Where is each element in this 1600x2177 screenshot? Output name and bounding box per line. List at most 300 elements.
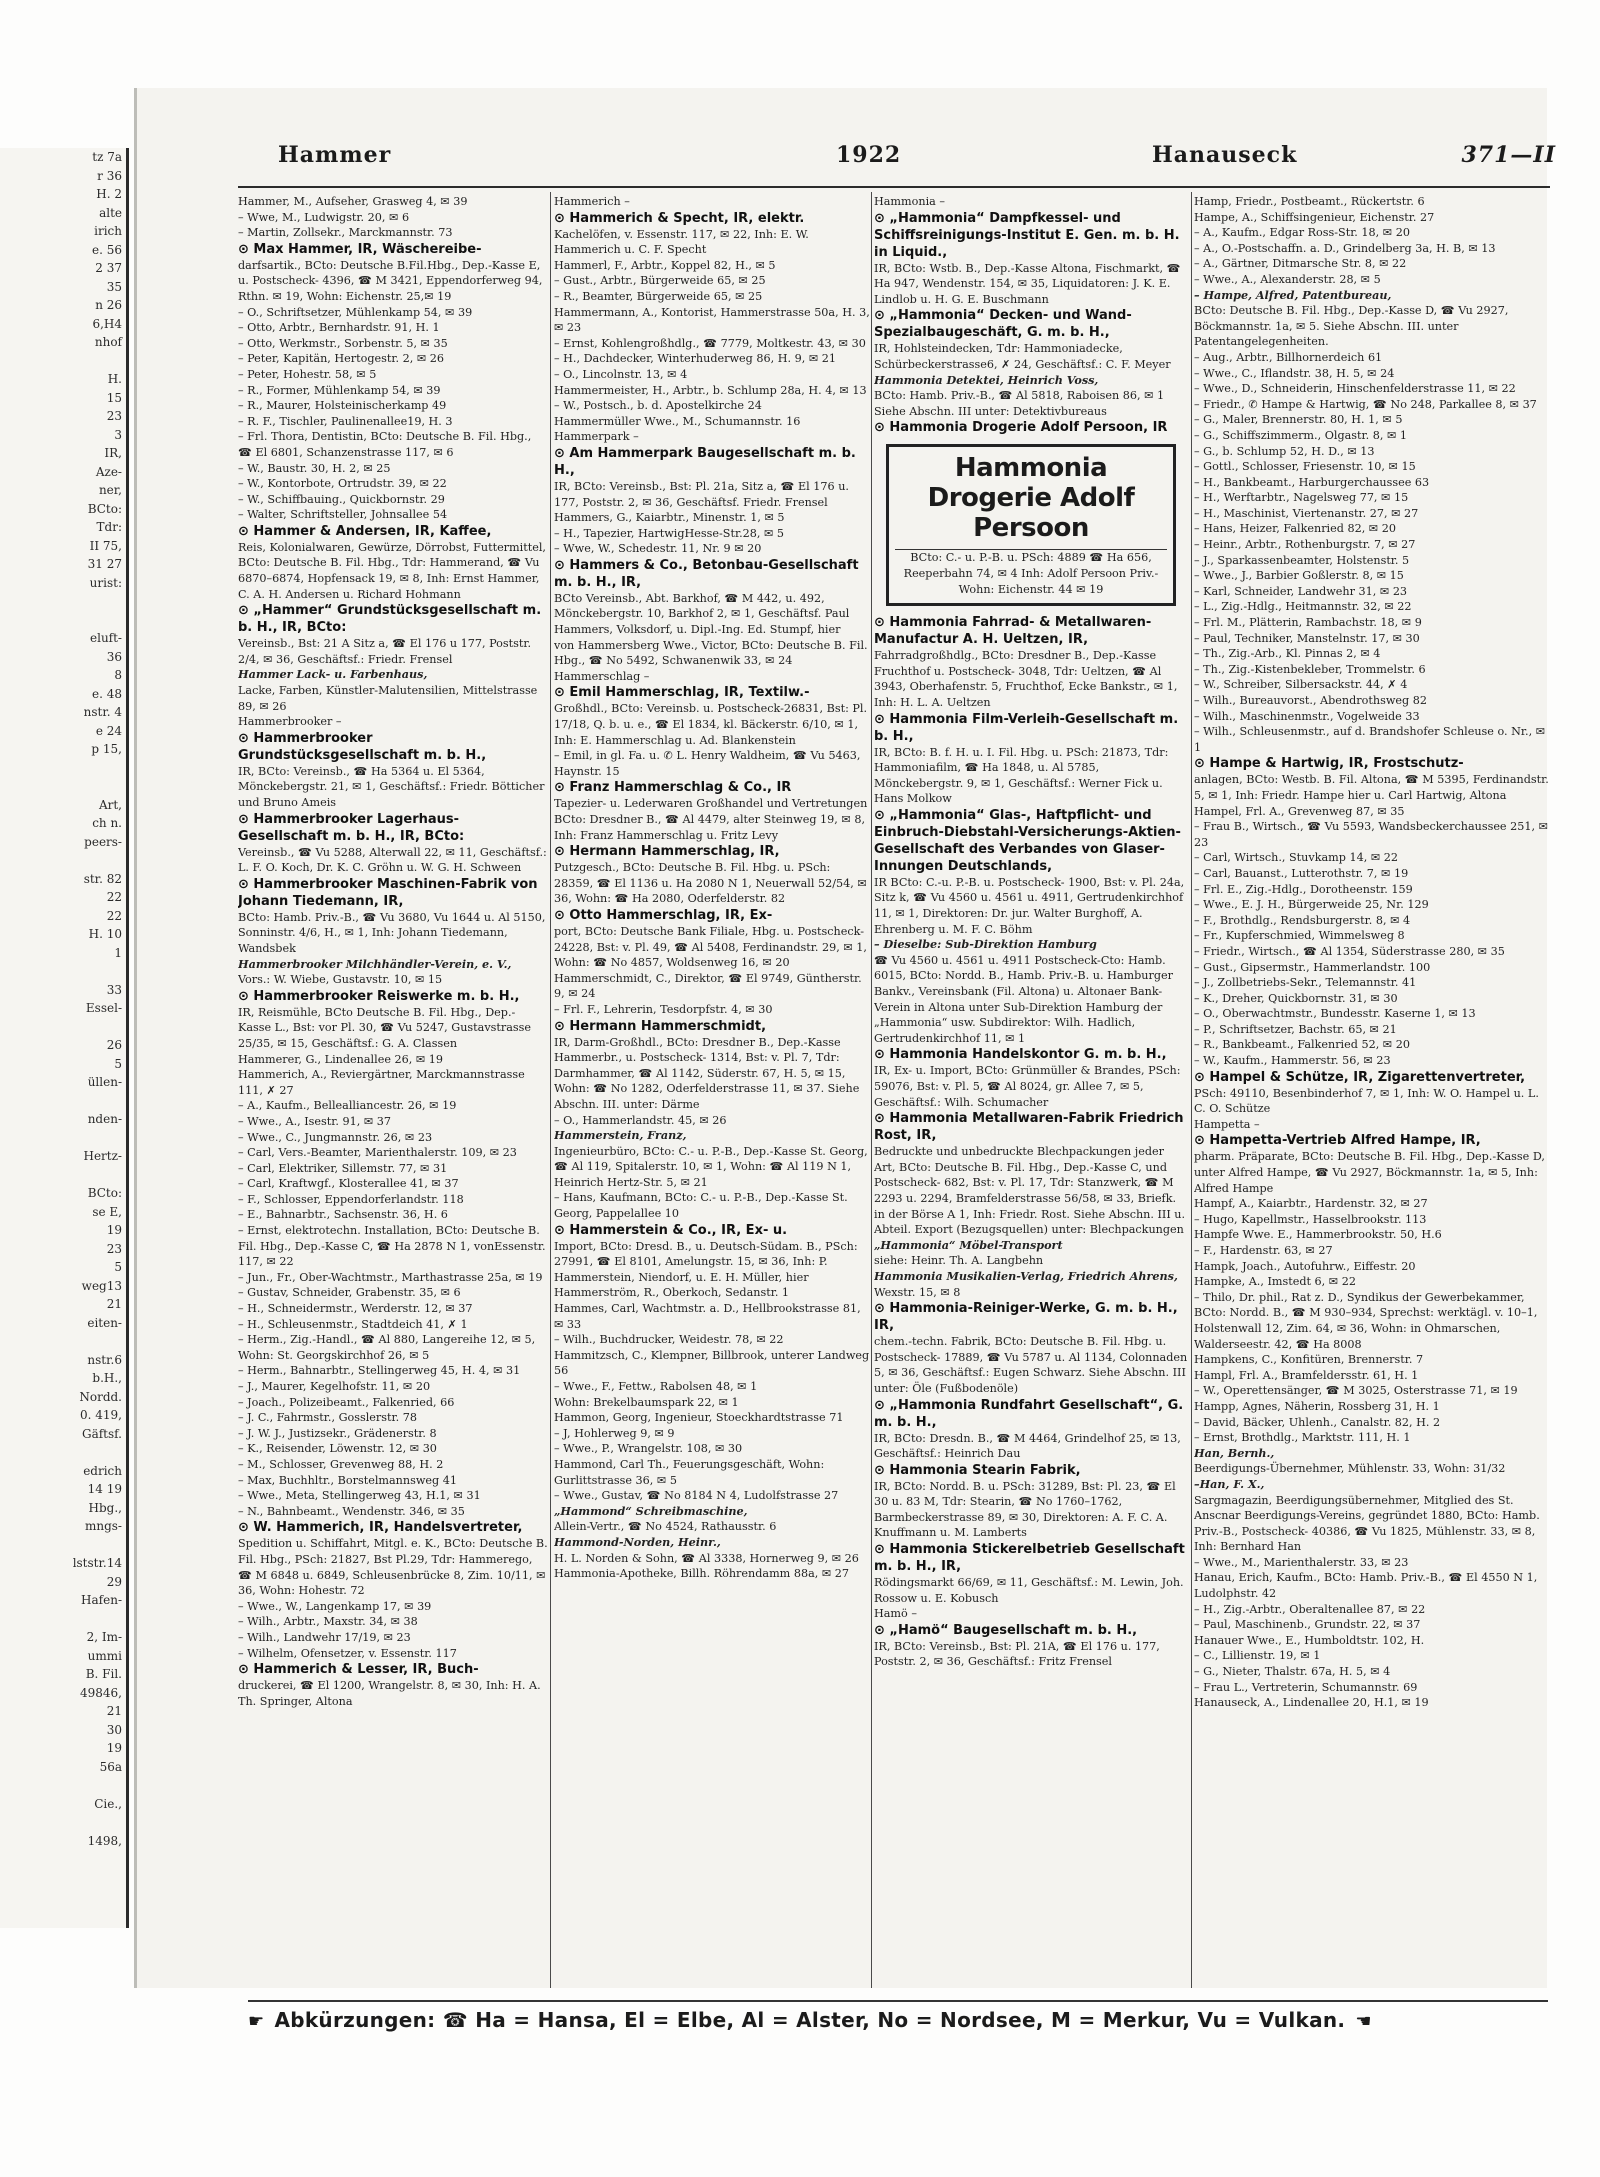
previous-page-fragment: Cie.,: [94, 1796, 122, 1811]
previous-page-fragment: e 24: [95, 723, 122, 738]
directory-entry: – Hans, Kaufmann, BCto: C.- u. P.-B., Dep.-Kasse St. Georg, Pappelallee 10: [554, 1191, 848, 1221]
previous-page-fragment: 19: [106, 1741, 122, 1755]
directory-entry: – A., Kaufm., Bellealliancestr. 26, ✉ 19: [238, 1099, 457, 1113]
directory-entry: – Frl. E., Zig.-Hdlg., Dorotheenstr. 159: [1194, 882, 1413, 896]
firm-entry-heading: ⊙ Am Hammerpark Baugesellschaft m. b. H.,: [554, 445, 856, 478]
directory-entry: druckerei, ☎ El 1200, Wrangelstr. 8, ✉ 30, Inh: H. A. Th. Springer, Altona: [238, 1679, 541, 1708]
previous-page-fragment: nstr. 4: [83, 705, 122, 719]
firm-entry-heading: ⊙ Hammonia Stickerelbetrieb Gesellschaft m. b. H., IR,: [874, 1542, 1185, 1575]
previous-page-fragment: 23: [106, 409, 122, 423]
directory-entry: Tapezier- u. Lederwaren Großhandel und Vertretungen BCto: Dresdner B., ☎ Al 4479, alter Steinweg 19, ✉ 8, Inh: Franz Hammerschlag u. Fritz Levy: [554, 797, 868, 842]
directory-entry: BCto Vereinsb., Abt. Barkhof, ☎ M 442, u. 492, Mönckebergstr. 10, Barkhof 2, ✉ 1, Geschäftsf. Paul Hammers, Volksdorf, u. Dipl.-Ing. Ed. Stumpf, hier: [554, 591, 850, 637]
firm-entry-heading: ⊙ „Hamö“ Baugesellschaft m. b. H.,: [874, 1622, 1138, 1638]
directory-entry: – Wwe, W., Schedestr. 11, Nr. 9 ✉ 20: [554, 542, 762, 556]
firm-entry-heading: ⊙ Hammerich & Lesser, IR, Buch-: [238, 1662, 479, 1678]
directory-entry: IR, Reismühle, BCto Deutsche B. Fil. Hbg., Dep.-Kasse L., Bst: vor Pl. 30, ☎ Vu 5247, Gustavstrasse 25/35, ✉ 15, Geschäftsf.: G. A. Classen: [238, 1005, 532, 1050]
previous-page-fragment: 36: [106, 649, 122, 664]
previous-page-fragment: ummi: [87, 1648, 122, 1663]
directory-entry: – C., Lillienstr. 19, ✉ 1: [1194, 1649, 1321, 1663]
directory-entry: Hammerer, G., Lindenallee 26, ✉ 19: [238, 1052, 444, 1066]
previous-page-fragment: [0, 1332, 126, 1351]
previous-page-fragment: H. 2: [96, 187, 122, 201]
directory-entry: Hampp, Agnes, Näherin, Rossberg 31, H. 1: [1194, 1399, 1440, 1413]
previous-page-fragment: 21: [106, 1297, 122, 1311]
previous-page-fragment: 23: [106, 1241, 122, 1256]
directory-entry: Hampf, A., Kaiarbtr., Hardenstr. 32, ✉ 27: [1194, 1197, 1428, 1211]
column-3: [874, 194, 1188, 1986]
firm-entry-heading: ⊙ „Hammonia Rundfahrt Gesellschaft“, G. m. b. H.,: [874, 1397, 1184, 1430]
previous-page-fragment: [0, 851, 126, 870]
directory-entry: – R., Former, Mühlenkamp 54, ✉ 39: [238, 383, 441, 397]
previous-page-fragment: Essel-: [85, 1001, 122, 1015]
previous-page-fragment: B. Fil.: [85, 1667, 122, 1681]
directory-entry: Hammon, Georg, Ingenieur, Stoeckhardtstrasse 71: [554, 1411, 844, 1425]
previous-page-fragment: ner,: [98, 483, 122, 497]
directory-entry: – Paul, Maschinenb., Grundstr. 22, ✉ 37: [1194, 1618, 1421, 1632]
directory-entry: PSch: 49110, Besenbinderhof 7, ✉ 1, Inh: W. O. Hampel u. L. C. O. Schütze: [1194, 1086, 1539, 1116]
previous-page-fragment: 33: [106, 982, 122, 997]
directory-entry: – F., Schlosser, Eppendorferlandstr. 118: [238, 1192, 464, 1206]
previous-page-fragment: edrich: [83, 1463, 122, 1478]
directory-entry: – Otto, Arbtr., Bernhardstr. 91, H. 1: [238, 321, 440, 335]
directory-entry: pharm. Präparate, BCto: Deutsche B. Fil. Hbg., Dep.-Kasse D, unter Alfred Hampe, ☎ Vu 2927, Böckmannstr. 1a, ✉ 5, Inh: Alfred Hampe: [1194, 1150, 1545, 1195]
directory-entry: – Ernst, Kohlengroßhdlg., ☎ 7779, Moltkestr. 43, ✉ 30: [554, 336, 866, 350]
previous-page-fragment: 35: [106, 279, 122, 294]
directory-entry: – Ernst, Brothdlg., Marktstr. 111, H. 1: [1194, 1431, 1411, 1445]
previous-page-fragment: irich: [94, 224, 122, 238]
directory-entry: – Wilh., Arbtr., Maxstr. 34, ✉ 38: [238, 1615, 418, 1629]
firm-entry-heading: ⊙ Hammonia Handelskontor G. m. b. H.,: [874, 1047, 1167, 1063]
firm-entry-heading: ⊙ W. Hammerich, IR, Handelsvertreter,: [238, 1520, 523, 1536]
directory-entry: – W., Baustr. 30, H. 2, ✉ 25: [238, 461, 391, 475]
previous-page-fragment: 21: [106, 1704, 122, 1718]
directory-entry: – Wwe., C., Jungmannstr. 26, ✉ 23: [238, 1130, 433, 1144]
directory-entry: – O., Lincolnstr. 13, ✉ 4: [554, 367, 688, 381]
directory-entry: – Martin, Zollsekr., Marckmannstr. 73: [238, 226, 453, 240]
previous-page-fragment: [0, 1813, 126, 1832]
directory-entry: – Wilhelm, Ofensetzer, v. Essenstr. 117: [238, 1646, 457, 1660]
directory-entry: – Jun., Fr., Ober-Wachtmstr., Marthastrasse 25a, ✉ 19: [238, 1270, 543, 1284]
directory-entry: – W., Schreiber, Silbersackstr. 44, ✗ 4: [1194, 678, 1408, 692]
directory-entry: – Carl, Vers.-Beamter, Marienthalerstr. 109, ✉ 23: [238, 1146, 517, 1160]
column-divider: [1191, 192, 1192, 1988]
abbreviations-footer: [248, 2000, 1548, 2038]
firm-entry-heading: ⊙ Hammonia Drogerie Adolf Persoon, IR: [874, 420, 1168, 436]
page-header: [234, 142, 1556, 182]
previous-page-fragment: [0, 1443, 126, 1462]
directory-entry: – Frau L., Vertreterin, Schumannstr. 69: [1194, 1680, 1418, 1694]
previous-page-fragment: [0, 1018, 126, 1037]
previous-page-fragment: 2, Im-: [86, 1630, 122, 1644]
advertisement-box: [886, 444, 1176, 606]
directory-entry: chem.-techn. Fabrik, BCto: Deutsche B. Fil. Hbg. u. Postscheck- 17889, ☎ Vu 5787 u. Al 1134, Colonnaden 5, ✉ 36, Geschäftsf.: Eugen Schwarz. Siehe Abschn. III unter: Öle (Fußbodenöle): [874, 1335, 1188, 1395]
directory-entry: – Gust., Arbtr., Bürgerweide 65, ✉ 25: [554, 274, 766, 288]
firm-entry-heading: ⊙ Max Hammer, IR, Wäschereibe-: [238, 241, 482, 257]
previous-page-fragment: p 15,: [91, 742, 122, 756]
pointing-hand-icon: ☛: [248, 2011, 265, 2032]
directory-entry: – Wwe., A., Isestr. 91, ✉ 37: [238, 1114, 392, 1128]
directory-entry: ☎ Vu 4560 u. 4561 u. 4911 Postscheck-Cto: Hamb. 6015, BCto: Nordd. B., Hamb. Priv.-B. u. Hamburger Bankv., Vereinsbank (Fil. Altona) u. Altonaer Bank-Verein in Altona unter Sub-Direktion Hamburg der „Hammonia“ usw. Subdirektor: Wilh. Hadlich, Gertrudenkirchhof 11, ✉ 1: [874, 953, 1173, 1045]
previous-page-fragment: Hbg.,: [88, 1500, 122, 1515]
directory-entry: Hammermann, A., Kontorist, Hammerstrasse 50a, H. 3, ✉ 23: [554, 305, 870, 335]
previous-page-fragment: 22: [106, 908, 122, 923]
directory-entry: IR BCto: C.-u. P.-B. u. Postscheck- 1900, Bst: v. Pl. 24a, Sitz k, ☎ Vu 4560 u. 4561 u. 4911, Gertrudenkirchhof 11, ✉ 1, Direktoren: Dr. jur. Walter Burghoff, A. Ehrenberg u. M. F. C. Böhm: [874, 875, 1185, 936]
directory-entry: – Thilo, Dr. phil., Rat z. D., Syndikus der Gewerbekammer, BCto: Nordd. B., ☎ M 930–934, Sprechst: werktägl. v. 10–1, Holstenwall 12, Zim. 64, ✉ 36, Wohn: in Ohmarschen, Walderseestr. 42, ☎ Ha 8008: [1194, 1290, 1538, 1351]
directory-entry: – H., Tapezier, HartwigHesse-Str.28, ✉ 5: [554, 526, 785, 540]
firm-entry-heading: ⊙ Hermann Hammerschlag, IR,: [554, 844, 780, 860]
previous-page-fragment: 49846,: [80, 1685, 122, 1700]
directory-entry: Hammerl, F., Arbtr., Koppel 82, H., ✉ 5: [554, 258, 776, 272]
directory-entry: Hammonia –: [874, 195, 945, 208]
directory-entry: – R., Bankbeamt., Falkenried 52, ✉ 20: [1194, 1038, 1410, 1052]
firm-entry-heading: ⊙ Hammonia Film-Verleih-Gesellschaft m. b. H.,: [874, 711, 1179, 744]
directory-entry: – Herm., Zig.-Handl., ☎ Al 880, Langereihe 12, ✉ 5, Wohn: St. Georgskirchhof 26, ✉ 5: [238, 1333, 536, 1362]
firm-entry-heading: ⊙ Hammer & Andersen, IR, Kaffee,: [238, 523, 492, 539]
directory-entry: – H., Werftarbtr., Nagelsweg 77, ✉ 15: [1194, 491, 1409, 505]
directory-entry: Hampkens, C., Konfitüren, Brennerstr. 7: [1194, 1353, 1424, 1367]
directory-entry: IR, Ex- u. Import, BCto: Grünmüller & Brandes, PSch: 59076, Bst: v. Pl. 5, ☎ Al 8024, gr. Allee 7, ✉ 5, Geschäftsf.: Wilh. Schumacher: [874, 1064, 1181, 1109]
directory-entry: Hampl, Frl. A., Bramfeldersstr. 61, H. 1: [1194, 1368, 1419, 1382]
directory-entry: Hanauseck, A., Lindenallee 20, H.1, ✉ 19: [1194, 1696, 1429, 1710]
directory-entry: – Wwe., E. J. H., Bürgerweide 25, Nr. 129: [1194, 898, 1429, 912]
previous-page-fragment: Tdr:: [96, 520, 122, 534]
directory-entry: – Carl, Bauanst., Lutterothstr. 7, ✉ 19: [1194, 866, 1409, 880]
directory-entry: – Max, Buchhltr., Borstelmannsweg 41: [238, 1473, 457, 1487]
directory-entry: – Wilh., Bureauvorst., Abendrothsweg 82: [1194, 694, 1427, 707]
firm-entry-heading: ⊙ Hammerbrooker Maschinen-Fabrik von Johann Tiedemann, IR,: [238, 876, 538, 909]
directory-entry: H. L. Norden & Sohn, ☎ Al 3338, Hornerweg 9, ✉ 26: [554, 1551, 859, 1565]
firm-entry-heading: ⊙ Hammerbrooker Lagerhaus-Gesellschaft m. b. H., IR, BCto:: [238, 811, 465, 844]
directory-entry: – Wwe., M., Marienthalerstr. 33, ✉ 23: [1194, 1555, 1409, 1569]
directory-entry: – Wilh., Landwehr 17/19, ✉ 23: [238, 1630, 411, 1644]
directory-entry: – David, Bäcker, Uhlenh., Canalstr. 82, H. 2: [1194, 1415, 1441, 1429]
directory-entry: – H., Schneidermstr., Werderstr. 12, ✉ 37: [238, 1302, 473, 1316]
header-first-name: Hammer: [278, 142, 392, 168]
directory-entry: – Frau B., Wirtsch., ☎ Vu 5593, Wandsbeckerchaussee 251, ✉ 23: [1194, 820, 1548, 849]
previous-page-fragment: 56a: [99, 1759, 122, 1774]
column-2: [554, 194, 870, 1986]
previous-page-fragment: nhof: [94, 335, 122, 349]
directory-entry: – Frl. F., Lehrerin, Tesdorpfstr. 4, ✉ 30: [554, 1002, 773, 1016]
directory-entry: – Paul, Techniker, Manstelnstr. 17, ✉ 30: [1194, 631, 1420, 645]
header-last-name: Hanauseck: [1152, 142, 1298, 168]
directory-entry: – J. C., Fahrmstr., Gosslerstr. 78: [238, 1411, 417, 1425]
directory-entry: – Gottl., Schlosser, Friesenstr. 10, ✉ 15: [1194, 460, 1416, 474]
previous-page-fragment: peers-: [84, 834, 122, 849]
directory-entry: – H., Schleusenmstr., Stadtdeich 41, ✗ 1: [238, 1317, 468, 1331]
directory-entry: Vors.: W. Wiebe, Gustavstr. 10, ✉ 15: [238, 973, 443, 987]
previous-page-fragment: II 75,: [89, 538, 122, 553]
previous-page-fragment: [0, 1166, 126, 1185]
directory-entry: – Th., Zig.-Kistenbekleber, Trommelstr. 6: [1194, 662, 1426, 676]
previous-page-fragment: 6,H4: [92, 316, 122, 331]
previous-page-fragment: [0, 611, 126, 630]
directory-entry: – F., Brothdlg., Rendsburgerstr. 8, ✉ 4: [1194, 913, 1411, 927]
firm-entry-heading: ⊙ Hampetta-Vertrieb Alfred Hampe, IR,: [1194, 1133, 1481, 1149]
column-divider: [871, 192, 872, 1988]
directory-entry: – W., Kontorbote, Ortrudstr. 39, ✉ 22: [238, 477, 447, 491]
directory-entry: – Hugo, Kapellmstr., Hasselbrookstr. 113: [1194, 1212, 1427, 1226]
directory-entry: – W., Operettensänger, ☎ M 3025, Osterstrasse 71, ✉ 19: [1194, 1384, 1518, 1398]
directory-entry: – Wwe., Gustav, ☎ No 8184 N 4, Ludolfstrasse 27: [554, 1489, 839, 1503]
directory-entry: Import, BCto: Dresd. B., u. Deutsch-Südam. B., PSch: 27991, ☎ El 8101, Amelungstr. 15, ✉ 36, Inh: P. Hammerstein, Niendorf, u. E. H. Müller, hier: [554, 1239, 858, 1284]
previous-page-fragment: Hafen-: [81, 1593, 122, 1607]
previous-page-fragment: 15: [106, 390, 122, 405]
directory-entry: Lacke, Farben, Künstler-Malutensilien, Mittelstrasse 89, ✉ 26: [238, 684, 538, 713]
directory-entry: – Heinr., Arbtr., Rothenburgstr. 7, ✉ 27: [1194, 538, 1416, 552]
previous-page-fragment: üllen-: [87, 1075, 122, 1089]
directory-entry: Hampfe Wwe. E., Hammerbrookstr. 50, H.6: [1194, 1228, 1442, 1242]
directory-entry: Hammitzsch, C., Klempner, Billbrook, unterer Landweg 56: [554, 1348, 870, 1378]
previous-page-fragment: [0, 962, 126, 981]
directory-entry: IR, BCto: Nordd. B. u. PSch: 31289, Bst: Pl. 23, ☎ El 30 u. 83 M, Tdr: Stearin, ☎ No 1760–1762, Barmbeckerstrasse 89, ✉ 30, Direktoren: A. F. C. A. Knuffmann u. M. Lamberts: [874, 1479, 1176, 1540]
previous-page-fragment: n 26: [95, 298, 122, 312]
previous-page-fragment: 29: [106, 1574, 122, 1589]
firm-entry-heading: ⊙ Otto Hammerschlag, IR, Ex-: [554, 907, 773, 923]
directory-entry: Hampe, A., Schiffsingenieur, Eichenstr. 27: [1194, 210, 1435, 224]
directory-entry: – E., Bahnarbtr., Sachsenstr. 36, H. 6: [238, 1208, 448, 1222]
directory-entry: Vereinsb., Bst: 21 A Sitz a, ☎ El 176 u 177, Poststr. 2/4, ✉ 36, Geschäftsf.: Friedr. Frensel: [238, 637, 532, 666]
firm-entry-heading: ⊙ Hammerstein & Co., IR, Ex- u.: [554, 1222, 788, 1238]
previous-page-fragment: alte: [99, 205, 122, 220]
directory-entry: – Otto, Werkmstr., Sorbenstr. 5, ✉ 35: [238, 336, 448, 350]
previous-page-fragment: Gäftsf.: [82, 1426, 122, 1441]
directory-entry: anlagen, BCto: Westb. B. Fil. Altona, ☎ M 5395, Ferdinandstr. 5, ✉ 1, Inh: Friedr. Hampe hier u. Carl Hartwig, Altona: [1194, 773, 1549, 802]
directory-entry: – M., Schlosser, Grevenweg 88, H. 2: [238, 1457, 444, 1471]
previous-page-fragment: nstr.6: [87, 1352, 122, 1367]
directory-entry: Bedruckte und unbedruckte Blechpackungen jeder Art, BCto: Deutsche B. Fil. Hbg., Dep.-Kasse C, und Postscheck- 682, Bst: v. Pl. 17, Tdr: Stanzwerk, ☎ M 2293 u. 2294, Bramfelderstrasse 56/58, ✉ 33, Briefk. in der Börse A 1, Inh: Friedr. Rost. Siehe Abschn. III u. Abteil. Export (Bezugsquellen) unter: Blechpackungen: [874, 1145, 1186, 1237]
previous-page-fragment: 19: [106, 1223, 122, 1237]
directory-entry: Hammerich, A., Reviergärtner, Marckmannstrasse 111, ✗ 27: [238, 1068, 525, 1097]
advertisement-details: BCto: C.- u. P.-B. u. PSch: 4889 ☎ Ha 656, Reeperbahn 74, ✉ 4 Inh: Adolf Persoon Priv.-Wohn: Eichenstr. 44 ✉ 19: [903, 551, 1159, 596]
directory-entry: – Gust., Gipsermstr., Hammerlandstr. 100: [1194, 960, 1431, 974]
directory-entry: BCto: Hamb. Priv.-B., ☎ Vu 3680, Vu 1644 u. Al 5150, Sonninstr. 4/6, H., ✉ 1, Inh: Johann Tiedemann, Wandsbek: [238, 910, 546, 955]
directory-entry: – R. F., Tischler, Paulinenallee19, H. 3: [238, 414, 453, 428]
directory-entry: Beerdigungs-Übernehmer, Mühlenstr. 33, Wohn: 31/32: [1194, 1462, 1506, 1476]
previous-page-fragment: r 36: [97, 168, 122, 183]
column-divider: [550, 192, 551, 1988]
directory-entry: – Wwe., Meta, Stellingerweg 43, H.1, ✉ 31: [238, 1489, 481, 1503]
directory-entry: – G., Schiffszimmerm., Olgastr. 8, ✉ 1: [1194, 428, 1408, 442]
directory-entry: Kachelöfen, v. Essenstr. 117, ✉ 22, Inh: E. W. Hammerich u. C. F. Specht: [554, 227, 809, 257]
previous-page-fragment: BCto:: [87, 501, 122, 516]
directory-entry: – A., O.-Postschaffn. a. D., Grindelberg 3a, H. B, ✉ 13: [1194, 241, 1496, 255]
firm-entry-heading: ⊙ „Hammonia“ Glas-, Haftpflicht- und Einbruch-Diebstahl-Versicherungs-Aktien-Gesellschaft des Verbandes von Glaser-Innungen Deutschlands,: [874, 807, 1181, 874]
previous-page-fragment: 1: [114, 945, 122, 960]
directory-entry: – L., Zig.-Hdlg., Heitmannstr. 32, ✉ 22: [1194, 600, 1412, 614]
previous-page-fragment: [0, 1092, 126, 1111]
directory-entry: Hampk, Joach., Autofuhrw., Eiffestr. 20: [1194, 1259, 1416, 1273]
italic-entry-heading: Hammond-Norden, Heinr.,: [554, 1534, 721, 1549]
previous-page-fragment: Aze-: [95, 464, 122, 479]
directory-entry: – Walter, Schriftsteller, Johnsallee 54: [238, 508, 448, 522]
directory-entry: – H., Maschinist, Viertenanstr. 27, ✉ 27: [1194, 506, 1419, 520]
firm-entry-heading: ⊙ Hammerbrooker Reiswerke m. b. H.,: [238, 988, 520, 1004]
directory-entry: Hampke, A., Imstedt 6, ✉ 22: [1194, 1275, 1356, 1289]
directory-entry: – Peter, Kapitän, Hertogestr. 2, ✉ 26: [238, 352, 444, 366]
previous-page-fragment: mngs-: [84, 1519, 122, 1533]
directory-entry: Hammond, Carl Th., Feuerungsgeschäft, Wohn: Gurlittstrasse 36, ✉ 5: [554, 1457, 825, 1487]
directory-entry: – H., Zig.-Arbtr., Oberaltenallee 87, ✉ 22: [1194, 1602, 1426, 1616]
directory-entry: Spedition u. Schiffahrt, Mitgl. e. K., BCto: Deutsche B. Fil. Hbg., PSch: 21827, Bst Pl.29, Tdr: Hammerego, ☎ M 6848 u. 6849, Schleusenbrücke 8, Zim. 10/11, ✉ 36, Wohn: Hohestr. 72: [238, 1537, 548, 1598]
directory-entry: – G., Nieter, Thalstr. 67a, H. 5, ✉ 4: [1194, 1665, 1391, 1679]
directory-entry: IR, BCto: Vereinsb., Bst: Pl. 21a, Sitz a, ☎ El 176 u. 177, Poststr. 2, ✉ 36, Geschäftsf. Friedr. Frensel: [554, 479, 849, 509]
previous-page-fragment: [0, 1129, 126, 1148]
directory-entry: IR, BCto: Vereinsb., ☎ Ha 5364 u. El 5364, Mönckebergstr. 21, ✉ 1, Geschäftsf.: Friedr. Bötticher und Bruno Ameis: [238, 764, 545, 809]
italic-entry-heading: „Hammond“ Schreibmaschine,: [554, 1503, 748, 1518]
directory-entry: – K., Dreher, Quickbornstr. 31, ✉ 30: [1194, 991, 1398, 1005]
previous-page-fragment: Hertz-: [83, 1149, 122, 1163]
directory-entry: – Fr., Kupferschmied, Wimmelsweg 8: [1194, 929, 1405, 943]
directory-entry: Wexstr. 15, ✉ 8: [874, 1285, 961, 1299]
italic-entry-heading: – Hampe, Alfred, Patentbureau,: [1194, 287, 1392, 302]
directory-entry: – Frl. M., Plätterin, Rambachstr. 18, ✉ 9: [1194, 616, 1422, 630]
firm-entry-heading: ⊙ Hammonia Fahrrad- & Metallwaren-Manufactur A. H. Ueltzen, IR,: [874, 615, 1152, 648]
directory-entry: – Wwe., C., Iflandstr. 38, H. 5, ✉ 24: [1194, 366, 1395, 380]
directory-entry: – O., Oberwachtmstr., Bundesstr. Kaserne 1, ✉ 13: [1194, 1007, 1476, 1021]
directory-entry: Fahrradgroßhdlg., BCto: Dresdner B., Dep.-Kasse Fruchthof u. Postscheck- 3048, Tdr: Ueltzen, ☎ Al 3943, Oberhafenstr. 5, Fruchthof, Ecke Bankstr., ✉ 1, Inh: H. L. A. Ueltzen: [874, 649, 1178, 709]
previous-page-fragment: BCto:: [87, 1186, 122, 1200]
directory-entry: – W., Schiffbauing., Quickbornstr. 29: [238, 492, 445, 506]
directory-entry: – F., Hardenstr. 63, ✉ 27: [1194, 1244, 1333, 1257]
italic-entry-heading: „Hammonia“ Möbel-Transport: [874, 1237, 1063, 1252]
directory-entry: IR, Hohlsteindecken, Tdr: Hammoniadecke, Schürbeckerstrasse6, ✗ 24, Geschäftsf.: C. F. Meyer: [874, 342, 1171, 371]
previous-page-fragment: nden-: [87, 1112, 122, 1126]
previous-page-fragment: [0, 352, 126, 371]
directory-entry: – H., Dachdecker, Winterhuderweg 86, H. 9, ✉ 21: [554, 352, 836, 366]
directory-entry: – Wwe., P., Wrangelstr. 108, ✉ 30: [554, 1442, 743, 1456]
directory-entry: IR, BCto: Vereinsb., Bst: Pl. 21A, ☎ El 176 u. 177, Poststr. 2, ✉ 36, Geschäftsf.: Fritz Frensel: [874, 1639, 1160, 1669]
italic-entry-heading: Hammer Lack- u. Farbenhaus,: [238, 667, 428, 682]
directory-entry: Hamö –: [874, 1607, 917, 1621]
directory-entry: Hammermüller Wwe., M., Schumannstr. 16: [554, 414, 801, 428]
previous-page-fragment: 3: [114, 427, 122, 442]
directory-entry: – N., Bahnbeamt., Wendenstr. 346, ✉ 35: [238, 1504, 465, 1518]
directory-entry: Vereinsb., ☎ Vu 5288, Alterwall 22, ✉ 11, Geschäftsf.: L. F. O. Koch, Dr. K. C. Gröhn u. W. G. H. Schween: [238, 845, 547, 875]
italic-entry-heading: Hammerbrooker Milchhändler-Verein, e. V.,: [238, 956, 512, 971]
firm-entry-heading: ⊙ Emil Hammerschlag, IR, Textilw.-: [554, 685, 810, 701]
directory-entry: Hanauer Wwe., E., Humboldtstr. 102, H.: [1194, 1633, 1425, 1647]
previous-page-fragment: 22: [106, 890, 122, 904]
previous-page-fragment: ch n.: [92, 816, 122, 830]
previous-page-fragment: se E,: [92, 1204, 122, 1219]
directory-entry: – Joach., Polizeibeamt., Falkenried, 66: [238, 1395, 455, 1409]
directory-entry: BCto: Deutsche B. Fil. Hbg., Dep.-Kasse D, ☎ Vu 2927, Böckmannstr. 1a, ✉ 5. Siehe Abschn. III. unter Patentangelegenheiten.: [1194, 304, 1509, 349]
directory-entry: BCto: Hamb. Priv.-B., ☎ Al 5818, Raboisen 86, ✉ 1: [874, 389, 1165, 403]
directory-entry: – Th., Zig.-Arb., Kl. Pinnas 2, ✉ 4: [1194, 647, 1381, 661]
directory-entry: – Friedr., ✆ Hampe & Hartwig, ☎ No 248, Parkallee 8, ✉ 37: [1194, 397, 1537, 411]
directory-entry: Allein-Vertr., ☎ No 4524, Rathausstr. 6: [554, 1520, 777, 1534]
directory-entry: Hammerström, R., Oberkoch, Sedanstr. 1: [554, 1286, 790, 1300]
firm-entry-heading: ⊙ Hammonia-Reiniger-Werke, G. m. b. H., IR,: [874, 1301, 1178, 1334]
directory-entry: – Gustav, Schneider, Grabenstr. 35, ✉ 6: [238, 1286, 461, 1300]
directory-entry: Großhdl., BCto: Vereinsb. u. Postscheck-26831, Bst: Pl. 17/18, Q. b. u. e., ☎ El 1834, kl. Bäckerstr. 6/10, ✉ 1, Inh: E. Hammerschlag u. Ad. Blankenstein: [554, 702, 868, 747]
directory-entry: – Aug., Arbtr., Billhornerdeich 61: [1194, 350, 1383, 364]
firm-entry-heading: ⊙ Hampe & Hartwig, IR, Frostschutz-: [1194, 756, 1464, 772]
previous-page-fragment: [0, 777, 126, 796]
previous-page-fragment: [0, 1536, 126, 1555]
firm-entry-heading: ⊙ Franz Hammerschlag & Co., IR: [554, 780, 792, 796]
previous-page-fragment: H. 10: [88, 927, 122, 941]
directory-entry: IR, Darm-Großhdl., BCto: Dresdner B., Dep.-Kasse Hammerbr., u. Postscheck- 1314, Bst: v. Pl. 7, Tdr: Darmhammer, ☎ Al 1142, Süderstr. 67, H. 5, ✉ 15, Wohn: ☎ No 1282, Oderfelderstrasse 11, ✉ 37. Siehe Abschn. III. unter: Därme: [554, 1035, 860, 1111]
directory-entry: Putzgesch., BCto: Deutsche B. Fil. Hbg. u. PSch: 28359, ☎ El 1136 u. Ha 2080 N 1, Neuerwall 52/54, ✉ 36, Wohn: ☎ Ha 2080, Oderfelderstr. 82: [554, 861, 867, 906]
italic-entry-heading: Han, Bernh.,: [1194, 1445, 1275, 1460]
previous-page-fragment: tz 7a: [92, 150, 122, 164]
directory-entry: port, BCto: Deutsche Bank Filiale, Hbg. u. Postscheck- 24228, Bst: v. Pl. 49, ☎ Al 5408, Ferdinandstr. 29, ✉ 1, Wohn: ☎ No 4857, Woldsenweg 16, ✉ 20: [554, 924, 867, 970]
previous-page-fragment: IR,: [104, 446, 122, 460]
column-4: [1194, 194, 1550, 1986]
directory-entry: Hampetta –: [1194, 1117, 1260, 1131]
column-1: [238, 194, 548, 1986]
italic-entry-heading: Hammonia Musikalien-Verlag, Friedrich Ahrens,: [874, 1268, 1178, 1283]
firm-entry-heading: ⊙ Hammonia Stearin Fabrik,: [874, 1462, 1081, 1478]
directory-entry: – Wilh., Schleusenmstr., auf d. Brandshofer Schleuse o. Nr., ✉ 1: [1194, 725, 1546, 754]
previous-page-edge: [0, 148, 129, 1928]
directory-entry: – J., Zollbetriebs-Sekr., Telemannstr. 41: [1194, 976, 1417, 990]
previous-page-fragment: 1498,: [87, 1833, 122, 1848]
previous-page-fragment: Art,: [98, 797, 122, 812]
directory-entry: Rödingsmarkt 66/69, ✉ 11, Geschäftsf.: M. Lewin, Joh. Rossow u. E. Kobusch: [874, 1576, 1184, 1605]
directory-entry: Hampel, Frl. A., Grevenweg 87, ✉ 35: [1194, 804, 1405, 818]
directory-entry: – P., Schriftsetzer, Bachstr. 65, ✉ 21: [1194, 1022, 1397, 1036]
firm-entry-heading: ⊙ „Hammonia“ Decken- und Wand-Spezialbaugeschäft, G. m. b. H.,: [874, 308, 1132, 341]
directory-entry: – Wilh., Maschinenmstr., Vogelweide 33: [1194, 709, 1420, 723]
directory-entry: Hanau, Erich, Kaufm., BCto: Hamb. Priv.-B., ☎ El 4550 N 1, Ludolphstr. 42: [1194, 1571, 1538, 1601]
previous-page-fragment: [0, 759, 126, 778]
advertisement-title: Hammonia Drogerie Adolf Persoon: [927, 453, 1135, 544]
directory-entry: – W., Kaufm., Hammerstr. 56, ✉ 23: [1194, 1054, 1391, 1068]
directory-entry: Hammermeister, H., Arbtr., b. Schlump 28a, H. 4, ✉ 13: [554, 383, 867, 397]
previous-page-fragment: [0, 1610, 126, 1629]
page-number: 371—II: [1461, 142, 1556, 168]
firm-entry-heading: ⊙ Hammerbrooker Grundstücksgesellschaft m. b. H.,: [238, 730, 487, 763]
previous-page-fragment: Nordd.: [79, 1389, 122, 1404]
directory-entry: Ingenieurbüro, BCto: C.- u. P.-B., Dep.-Kasse St. Georg, ☎ Al 119, Spitalerstr. 10, ✉ 1, Wohn: ☎ Al 119 N 1, Heinrich Hertz-Str. 5, ✉ 21: [554, 1144, 868, 1189]
directory-entry: IR, BCto: B. f. H. u. I. Fil. Hbg. u. PSch: 21873, Tdr: Hammoniafilm, ☎ Ha 1848, u. Al 5785, Mönckebergstr. 9, ✉ 1, Geschäftsf.: Werner Fick u. Hans Molkow: [874, 745, 1169, 806]
directory-entry: – Emil, in gl. Fa. u. ✆ L. Henry Waldheim, ☎ Vu 5463, Haynstr. 15: [554, 749, 861, 778]
directory-entry: – Wwe., J., Barbier Goßlerstr. 8, ✉ 15: [1194, 569, 1404, 583]
pointing-hand-icon: ☚: [1355, 2011, 1372, 2032]
directory-entry: – G., Maler, Brennerstr. 80, H. 1, ✉ 5: [1194, 413, 1403, 427]
firm-entry-heading: ⊙ „Hammer“ Grundstücksgesellschaft m. b. H., IR, BCto:: [238, 603, 542, 636]
directory-entry: – Karl, Schneider, Landwehr 31, ✉ 23: [1194, 584, 1408, 598]
directory-entry: – O., Schriftsetzer, Mühlenkamp 54, ✉ 39: [238, 305, 473, 319]
italic-entry-heading: Hammonia Detektei, Heinrich Voss,: [874, 372, 1099, 387]
directory-entry: – A., Gärtner, Ditmarsche Str. 8, ✉ 22: [1194, 257, 1407, 271]
header-rule: [238, 186, 1550, 188]
directory-entry: – Friedr., Wirtsch., ☎ Al 1354, Süderstrasse 280, ✉ 35: [1194, 944, 1505, 958]
previous-page-fragment: str. 82: [83, 871, 122, 886]
directory-entry: Hammes, Carl, Wachtmstr. a. D., Hellbrookstrasse 81, ✉ 33: [554, 1302, 861, 1331]
abbreviations-text: Abkürzungen: ☎ Ha = Hansa, El = Elbe, Al = Alster, No = Nordsee, M = Merkur, Vu = Vulkan.: [274, 2008, 1346, 2032]
previous-page-fragment: 14 19: [87, 1482, 122, 1496]
directory-entry: – R., Maurer, Holsteinischerkamp 49: [238, 399, 447, 413]
previous-page-fragment: urist:: [89, 575, 122, 590]
directory-entry: darfsartik., BCto: Deutsche B.Fil.Hbg., Dep.-Kasse E, u. Postscheck- 4396, ☎ M 3421, Eppendorferweg 94, Rthn. ✉ 19, Wohn: Eichenstr. 25,✉ 19: [238, 258, 543, 303]
previous-page-fragment: 30: [106, 1722, 122, 1737]
directory-entry: – J., Maurer, Kegelhofstr. 11, ✉ 20: [238, 1380, 431, 1393]
previous-page-fragment: e. 48: [92, 686, 122, 701]
directory-entry: – Frl. Thora, Dentistin, BCto: Deutsche B. Fil. Hbg., ☎ El 6801, Schanzenstrasse 117, ✉ 6: [238, 430, 532, 459]
previous-page-fragment: 0. 419,: [80, 1408, 122, 1422]
firm-entry-heading: ⊙ Hammers & Co., Betonbau-Gesellschaft m. b. H., IR,: [554, 557, 859, 590]
directory-entry: – Wilh., Buchdrucker, Weidestr. 78, ✉ 22: [554, 1333, 784, 1347]
directory-entry: Siehe Abschn. III unter: Detektivbureaus: [874, 404, 1107, 418]
previous-page-fragment: 26: [106, 1038, 122, 1052]
previous-page-fragment: lststr.14: [72, 1556, 122, 1570]
previous-page-fragment: eluft-: [90, 631, 122, 645]
directory-entry: von Hammersberg Wwe., Victor, BCto: Deutsche B. Fil. Hbg., ☎ No 5492, Schwanenwik 33, ✉ 24: [554, 638, 868, 668]
